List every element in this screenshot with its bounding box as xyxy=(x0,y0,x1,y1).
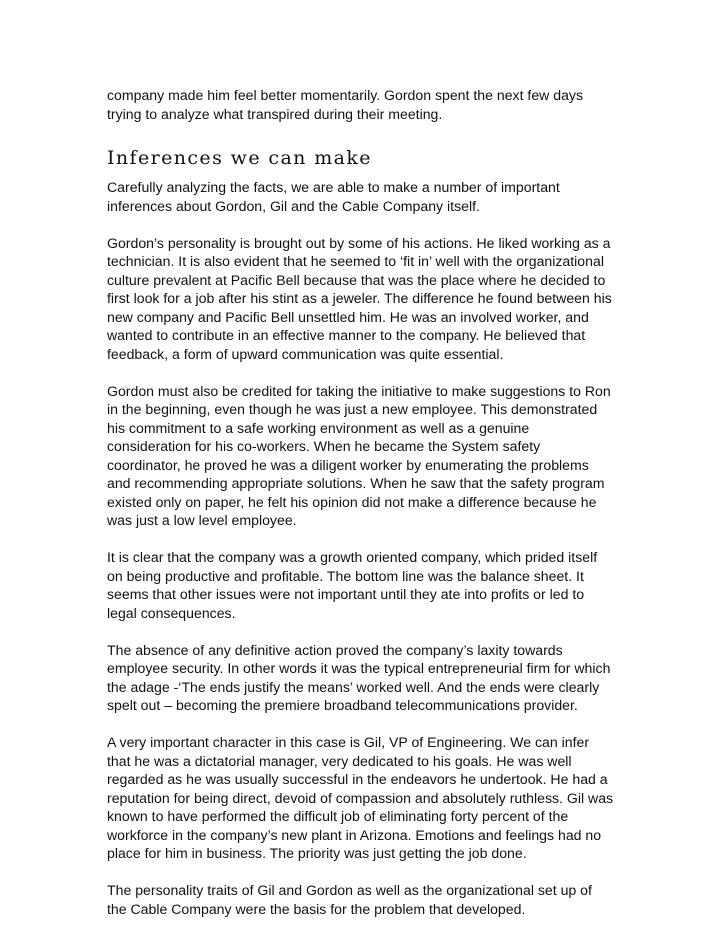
text-line: It is clear that the company was a growth oriented company, which prided itself xyxy=(107,549,598,565)
text-line: regarded as he was usually successful in the endeavors he undertook. He had a xyxy=(107,771,608,787)
intro-paragraph xyxy=(107,86,627,123)
text-line: place for him in business. The priority was just getting the job done. xyxy=(107,845,527,861)
paragraph-gap xyxy=(107,530,627,549)
text-line: employee security. In other words it was the typical entrepreneurial firm for which xyxy=(107,660,611,676)
paragraph xyxy=(107,641,627,715)
paragraph-gap xyxy=(107,363,627,382)
text-line: A very important character in this case is Gil, VP of Engineering. We can infer xyxy=(107,734,590,750)
text-line: legal consequences. xyxy=(107,604,236,621)
text-line: first look for a job after his stint as a jeweler. The difference he found between his xyxy=(107,290,612,306)
text-line: the adage -‘The ends justify the means’ worked well. And the ends were clearly xyxy=(107,678,600,695)
section-heading: Inferences we can make xyxy=(107,147,372,169)
paragraph-gap xyxy=(107,215,627,234)
text-line: coordinator, he proved he was a diligent worker by enumerating the problems xyxy=(107,456,589,473)
text-line: company made him feel better momentarily. Gordon spent the next few days xyxy=(107,87,584,103)
paragraph-gap xyxy=(107,715,627,734)
text-line: inferences about Gordon, Gil and the Cable Company itself. xyxy=(107,197,480,214)
text-line: trying to analyze what transpired during their meeting. xyxy=(107,105,443,122)
text-line: The personality traits of Gil and Gordon as well as the organizational set up of xyxy=(107,882,592,898)
paragraph xyxy=(107,733,627,863)
text-line: culture prevalent at Pacific Bell because that was the place where he decided to xyxy=(107,271,606,288)
text-line: reputation for being direct, devoid of compassion and absolutely ruthless. Gil was xyxy=(107,789,614,806)
text-line: The absence of any definitive action proved the company’s laxity towards xyxy=(107,641,563,658)
text-line: and recommending appropriate solutions. When he saw that the safety program xyxy=(107,475,605,491)
text-line: his commitment to a safe working environment as well as a genuine xyxy=(107,419,530,436)
text-line: spelt out – becoming the premiere broadband telecommunications provider. xyxy=(107,697,578,713)
text-line: the Cable Company were the basis for the problem that developed. xyxy=(107,900,526,917)
text-line: Gordon’s personality is brought out by some of his actions. He liked working as a xyxy=(107,234,611,251)
text-line: known to have performed the difficult job of eliminating forty percent of the xyxy=(107,808,569,824)
paragraph-gap xyxy=(107,622,627,641)
text-line: new company and Pacific Bell unsettled him. He was an involved worker, and xyxy=(107,308,589,325)
text-line: Carefully analyzing the facts, we are able to make a number of important xyxy=(107,179,560,195)
text-line: wanted to contribute in an effective manner to the company. He believed that xyxy=(107,327,586,343)
paragraph xyxy=(107,548,627,622)
text-line: that he was a dictatorial manager, very dedicated to his goals. He was well xyxy=(107,752,572,769)
text-line: Gordon must also be credited for taking the initiative to make suggestions to Ron xyxy=(107,382,611,399)
paragraph xyxy=(107,382,627,530)
text-line: seems that other issues were not important until they ate into profits or led to xyxy=(107,586,585,602)
text-line: consideration for his co-workers. When he became the System safety xyxy=(107,438,541,454)
text-line: feedback, a form of upward communication was quite essential. xyxy=(107,345,504,362)
paragraph xyxy=(107,234,627,364)
paragraph xyxy=(107,881,627,918)
paragraph-gap xyxy=(107,863,627,882)
paragraph xyxy=(107,178,627,215)
text-line: technician. It is also evident that he seemed to ‘fit in’ well with the organizational xyxy=(107,253,604,269)
text-line: workforce in the company’s new plant in Arizona. Emotions and feelings had no xyxy=(107,826,602,843)
document-page xyxy=(107,86,627,918)
text-line: on being productive and profitable. The bottom line was the balance sheet. It xyxy=(107,567,584,584)
text-line: existed only on paper, he felt his opinion did not make a difference because he xyxy=(107,493,597,510)
text-line: was just a low level employee. xyxy=(107,512,297,528)
text-line: in the beginning, even though he was just a new employee. This demonstrated xyxy=(107,401,598,417)
